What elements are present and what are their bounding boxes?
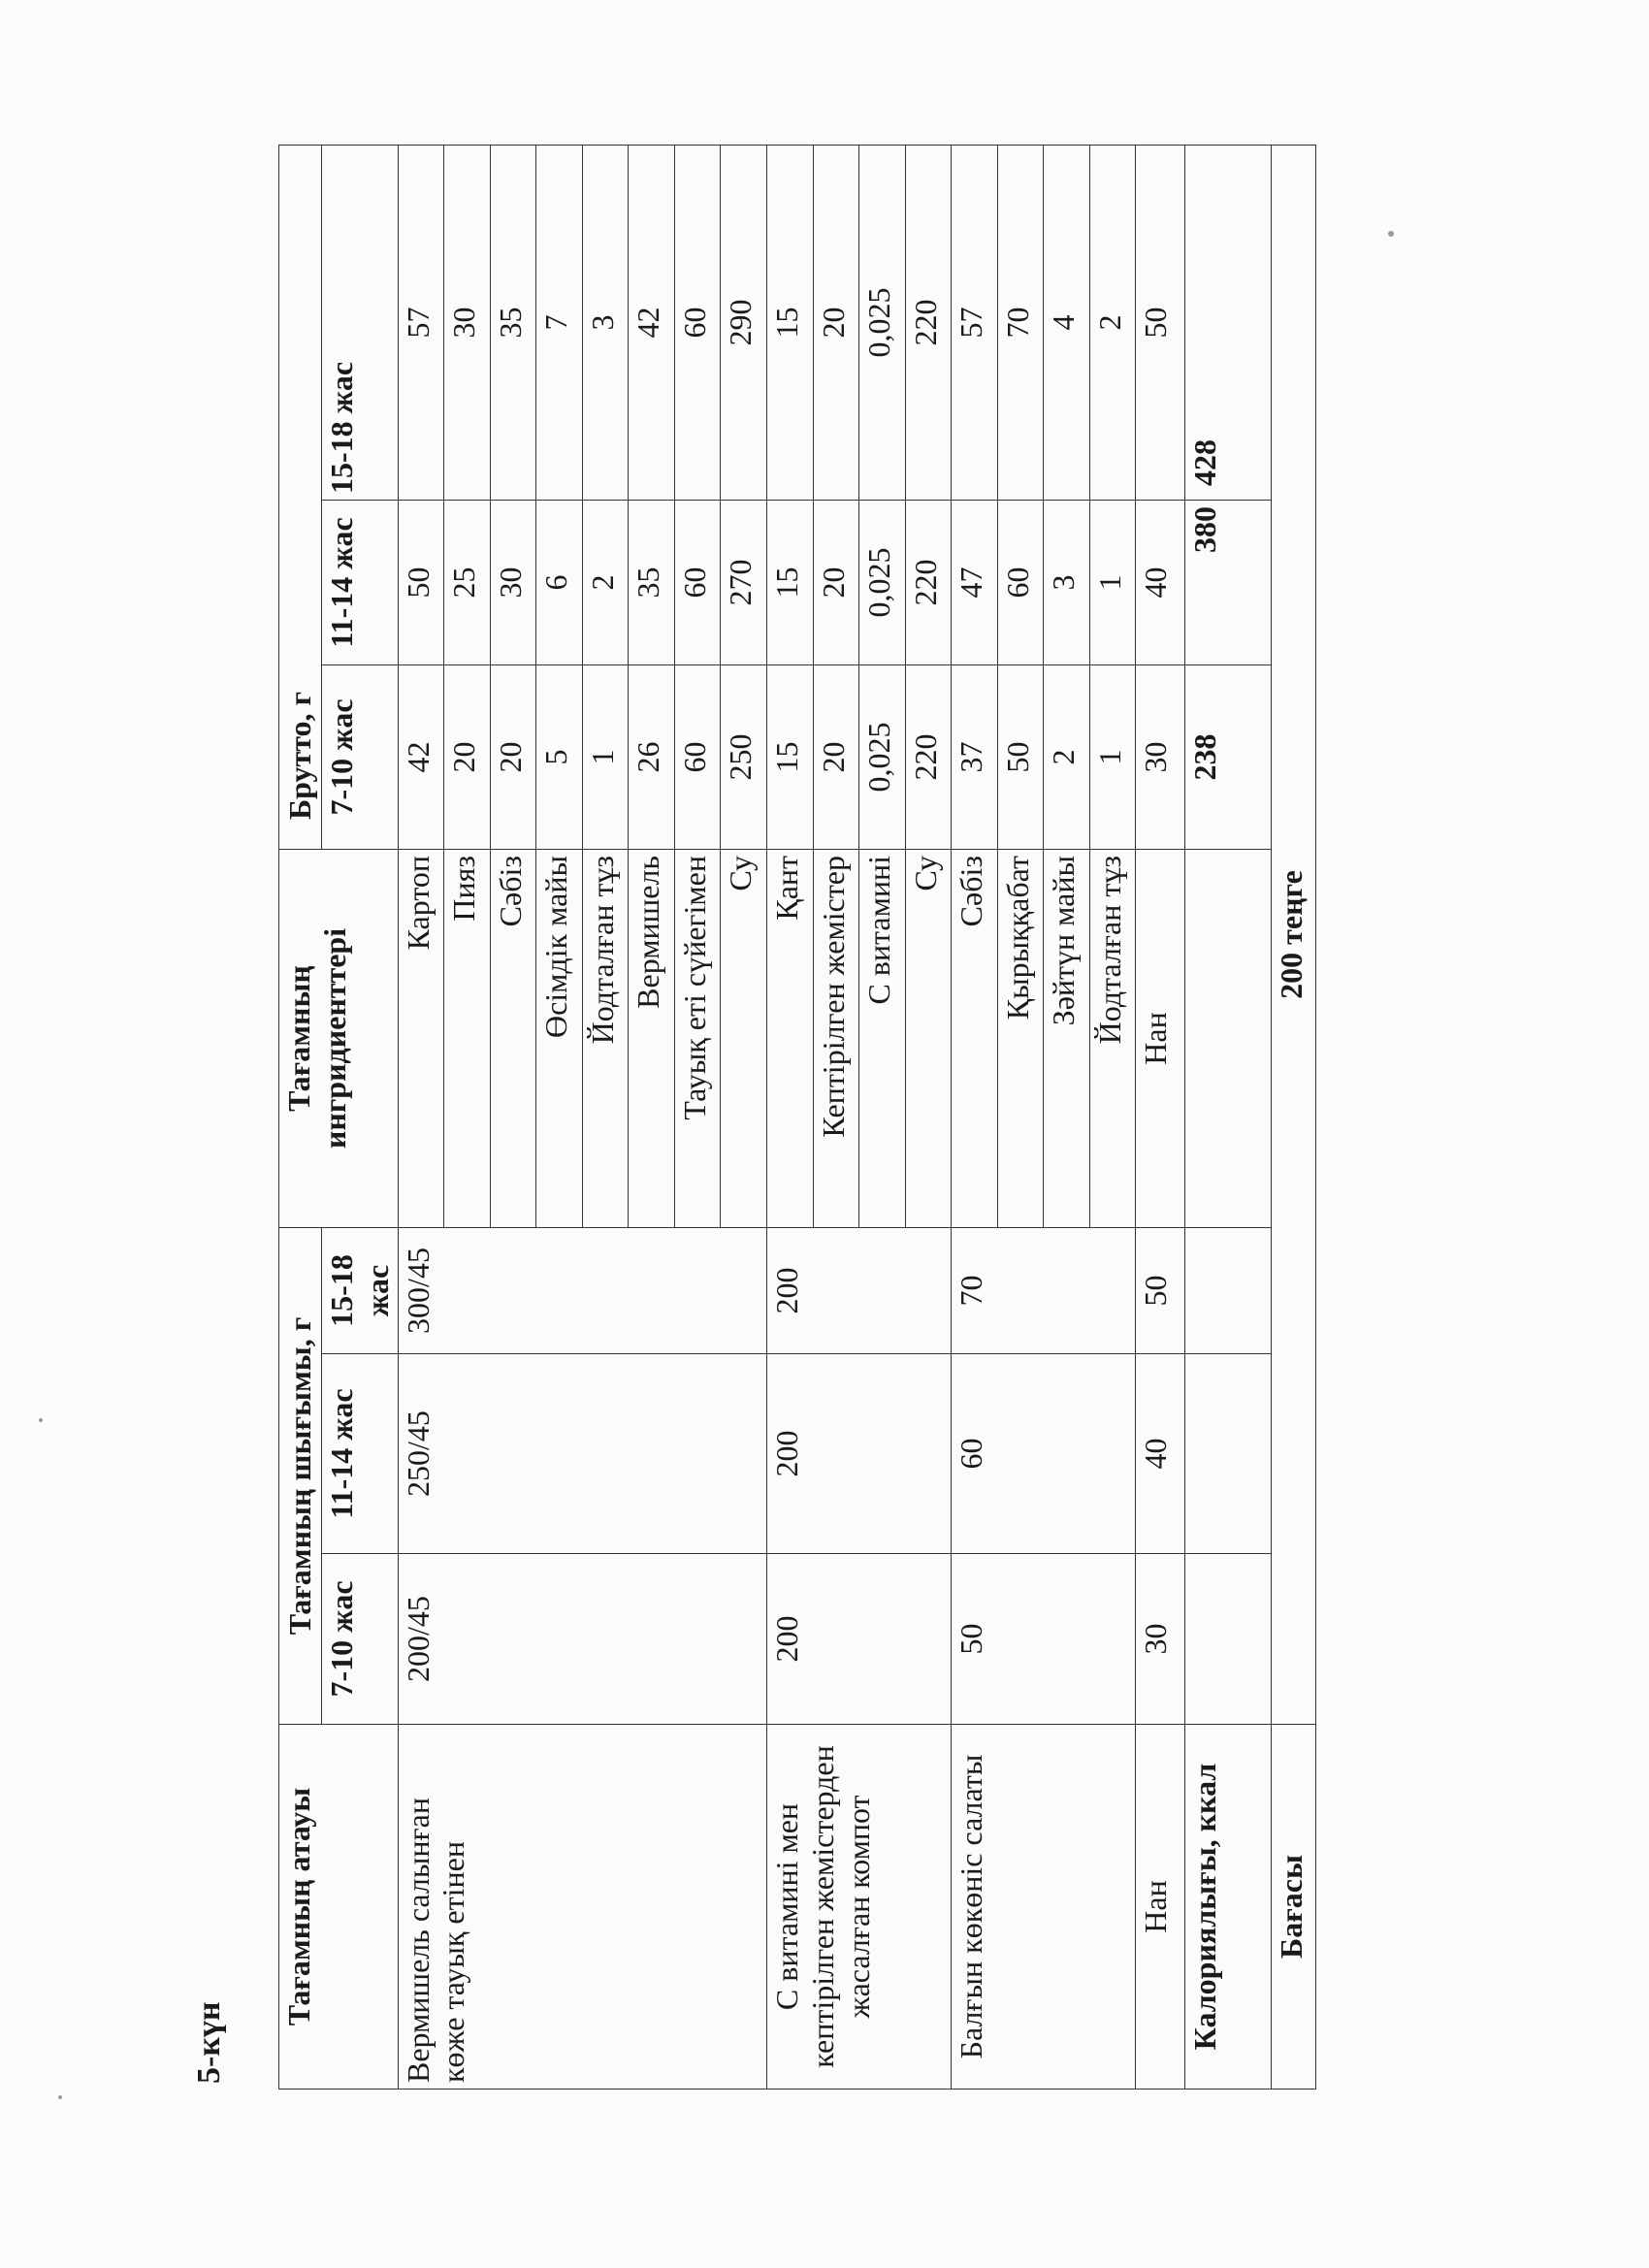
yield-value: 50 <box>952 1554 1136 1725</box>
yield-value: 200 <box>766 1354 951 1554</box>
brutto-value: 70 <box>997 145 1044 500</box>
day-label: 5-күн <box>191 2001 227 2084</box>
scan-speck <box>58 2095 62 2099</box>
ingredient-name: Пияз <box>444 849 491 1227</box>
brutto-value: 1 <box>1089 500 1136 664</box>
calories-value: 380 <box>1185 500 1271 664</box>
brutto-value: 3 <box>582 145 629 500</box>
empty-cell <box>1185 1554 1271 1725</box>
dish-name: Вермишель салынған көже тауық етінен <box>398 1725 766 2090</box>
brutto-value: 4 <box>1044 145 1090 500</box>
empty-cell <box>1185 1354 1271 1554</box>
yield-value: 40 <box>1136 1354 1185 1554</box>
calories-label: Калориялығы, ккал <box>1185 1725 1271 2090</box>
brutto-value: 60 <box>674 145 721 500</box>
yield-age-11-14-header: 11-14 жас <box>322 1354 399 1554</box>
brutto-value: 30 <box>1136 664 1185 849</box>
brutto-age-7-10-header: 7-10 жас <box>322 664 399 849</box>
ingredient-name: Қырыққабат <box>997 849 1044 1227</box>
ingredients-header: Тағамның ингридиенттері <box>279 849 399 1227</box>
brutto-value: 60 <box>997 500 1044 664</box>
brutto-value: 250 <box>721 664 767 849</box>
empty-cell <box>1185 849 1271 1227</box>
brutto-value: 60 <box>674 664 721 849</box>
header-row-1 <box>279 145 322 2089</box>
ingredient-name: Қант <box>766 849 813 1227</box>
ingredient-name: Су <box>905 849 952 1227</box>
ingredient-name: Су <box>721 849 767 1227</box>
calories-value: 238 <box>1185 664 1271 849</box>
brutto-value: 220 <box>905 145 952 500</box>
ingredient-name: Кептірілген жемістер <box>813 849 859 1227</box>
brutto-value: 57 <box>398 145 444 500</box>
empty-cell <box>1185 1227 1271 1353</box>
brutto-value: 20 <box>813 145 859 500</box>
brutto-value: 57 <box>952 145 998 500</box>
ingredient-name: Картоп <box>398 849 444 1227</box>
yield-age-7-10-header: 7-10 жас <box>322 1554 399 1725</box>
brutto-header: Брутто, г <box>279 145 322 849</box>
brutto-value: 42 <box>398 664 444 849</box>
brutto-value: 60 <box>674 500 721 664</box>
ingredient-name: Тауық еті сүйегімен <box>674 849 721 1227</box>
yield-value: 70 <box>952 1227 1136 1353</box>
brutto-value: 20 <box>813 500 859 664</box>
brutto-value: 50 <box>997 664 1044 849</box>
brutto-value: 50 <box>398 500 444 664</box>
brutto-value: 1 <box>1089 664 1136 849</box>
ingredient-name: Вермишель <box>629 849 675 1227</box>
menu-table <box>278 145 1316 2090</box>
yield-value: 200/45 <box>398 1554 766 1725</box>
price-value: 200 теңге <box>1271 145 1315 1724</box>
brutto-value: 220 <box>905 664 952 849</box>
scan-speck <box>1388 231 1394 237</box>
table-row <box>952 145 998 2089</box>
menu-table-wrapper <box>278 146 1316 2090</box>
brutto-value: 3 <box>1044 500 1090 664</box>
brutto-value: 2 <box>582 500 629 664</box>
yield-value: 50 <box>1136 1227 1185 1353</box>
brutto-value: 30 <box>444 145 491 500</box>
table-row <box>398 145 444 2089</box>
ingredient-name: Йодталған тұз <box>582 849 629 1227</box>
dish-name: Нан <box>1136 1725 1185 2090</box>
brutto-value: 37 <box>952 664 998 849</box>
calories-value: 428 <box>1185 145 1271 500</box>
brutto-value: 2 <box>1089 145 1136 500</box>
ingredient-name: С витамині <box>859 849 906 1227</box>
brutto-value: 35 <box>490 145 536 500</box>
brutto-value: 15 <box>766 145 813 500</box>
scan-speck <box>39 1418 43 1422</box>
brutto-value: 42 <box>629 145 675 500</box>
brutto-value: 270 <box>721 500 767 664</box>
yield-value: 30 <box>1136 1554 1185 1725</box>
brutto-age-15-18-header: 15-18 жас <box>322 145 399 500</box>
brutto-value: 20 <box>444 664 491 849</box>
price-label: Бағасы <box>1271 1725 1315 2090</box>
brutto-value: 35 <box>629 500 675 664</box>
table-row <box>766 145 813 2089</box>
dish-name: С витамині мен кептірілген жемістерден жасалған компот <box>766 1725 951 2090</box>
brutto-value: 7 <box>536 145 583 500</box>
dish-name-header: Тағамның атауы <box>279 1725 399 2090</box>
brutto-value: 1 <box>582 664 629 849</box>
brutto-value: 15 <box>766 500 813 664</box>
brutto-value: 0,025 <box>859 145 906 500</box>
yield-value: 250/45 <box>398 1354 766 1554</box>
price-row <box>1271 145 1315 2089</box>
brutto-age-11-14-header: 11-14 жас <box>322 500 399 664</box>
brutto-value: 26 <box>629 664 675 849</box>
brutto-value: 2 <box>1044 664 1090 849</box>
brutto-value: 15 <box>766 664 813 849</box>
ingredient-name: Зәйтүн майы <box>1044 849 1090 1227</box>
ingredient-name: Йодталған тұз <box>1089 849 1136 1227</box>
yield-age-15-18-header: 15-18 жас <box>322 1227 399 1353</box>
brutto-value: 220 <box>905 500 952 664</box>
ingredient-name: Өсімдік майы <box>536 849 583 1227</box>
yield-value: 60 <box>952 1354 1136 1554</box>
brutto-value: 20 <box>813 664 859 849</box>
table-row <box>1136 145 1185 2089</box>
ingredient-name: Сәбіз <box>490 849 536 1227</box>
brutto-value: 5 <box>536 664 583 849</box>
brutto-value: 30 <box>490 500 536 664</box>
dish-name: Балғын көкөніс салаты <box>952 1725 1136 2090</box>
ingredient-name: Сәбіз <box>952 849 998 1227</box>
brutto-value: 0,025 <box>859 500 906 664</box>
brutto-value: 40 <box>1136 500 1185 664</box>
brutto-value: 6 <box>536 500 583 664</box>
calories-row <box>1185 145 1271 2089</box>
brutto-value: 290 <box>721 145 767 500</box>
brutto-value: 20 <box>490 664 536 849</box>
yield-value: 200 <box>766 1227 951 1353</box>
brutto-value: 47 <box>952 500 998 664</box>
yield-header: Тағамның шығымы, г <box>279 1227 322 1724</box>
brutto-value: 0,025 <box>859 664 906 849</box>
ingredient-name: Нан <box>1136 849 1185 1227</box>
brutto-value: 50 <box>1136 145 1185 500</box>
yield-value: 300/45 <box>398 1227 766 1353</box>
yield-value: 200 <box>766 1554 951 1725</box>
brutto-value: 25 <box>444 500 491 664</box>
